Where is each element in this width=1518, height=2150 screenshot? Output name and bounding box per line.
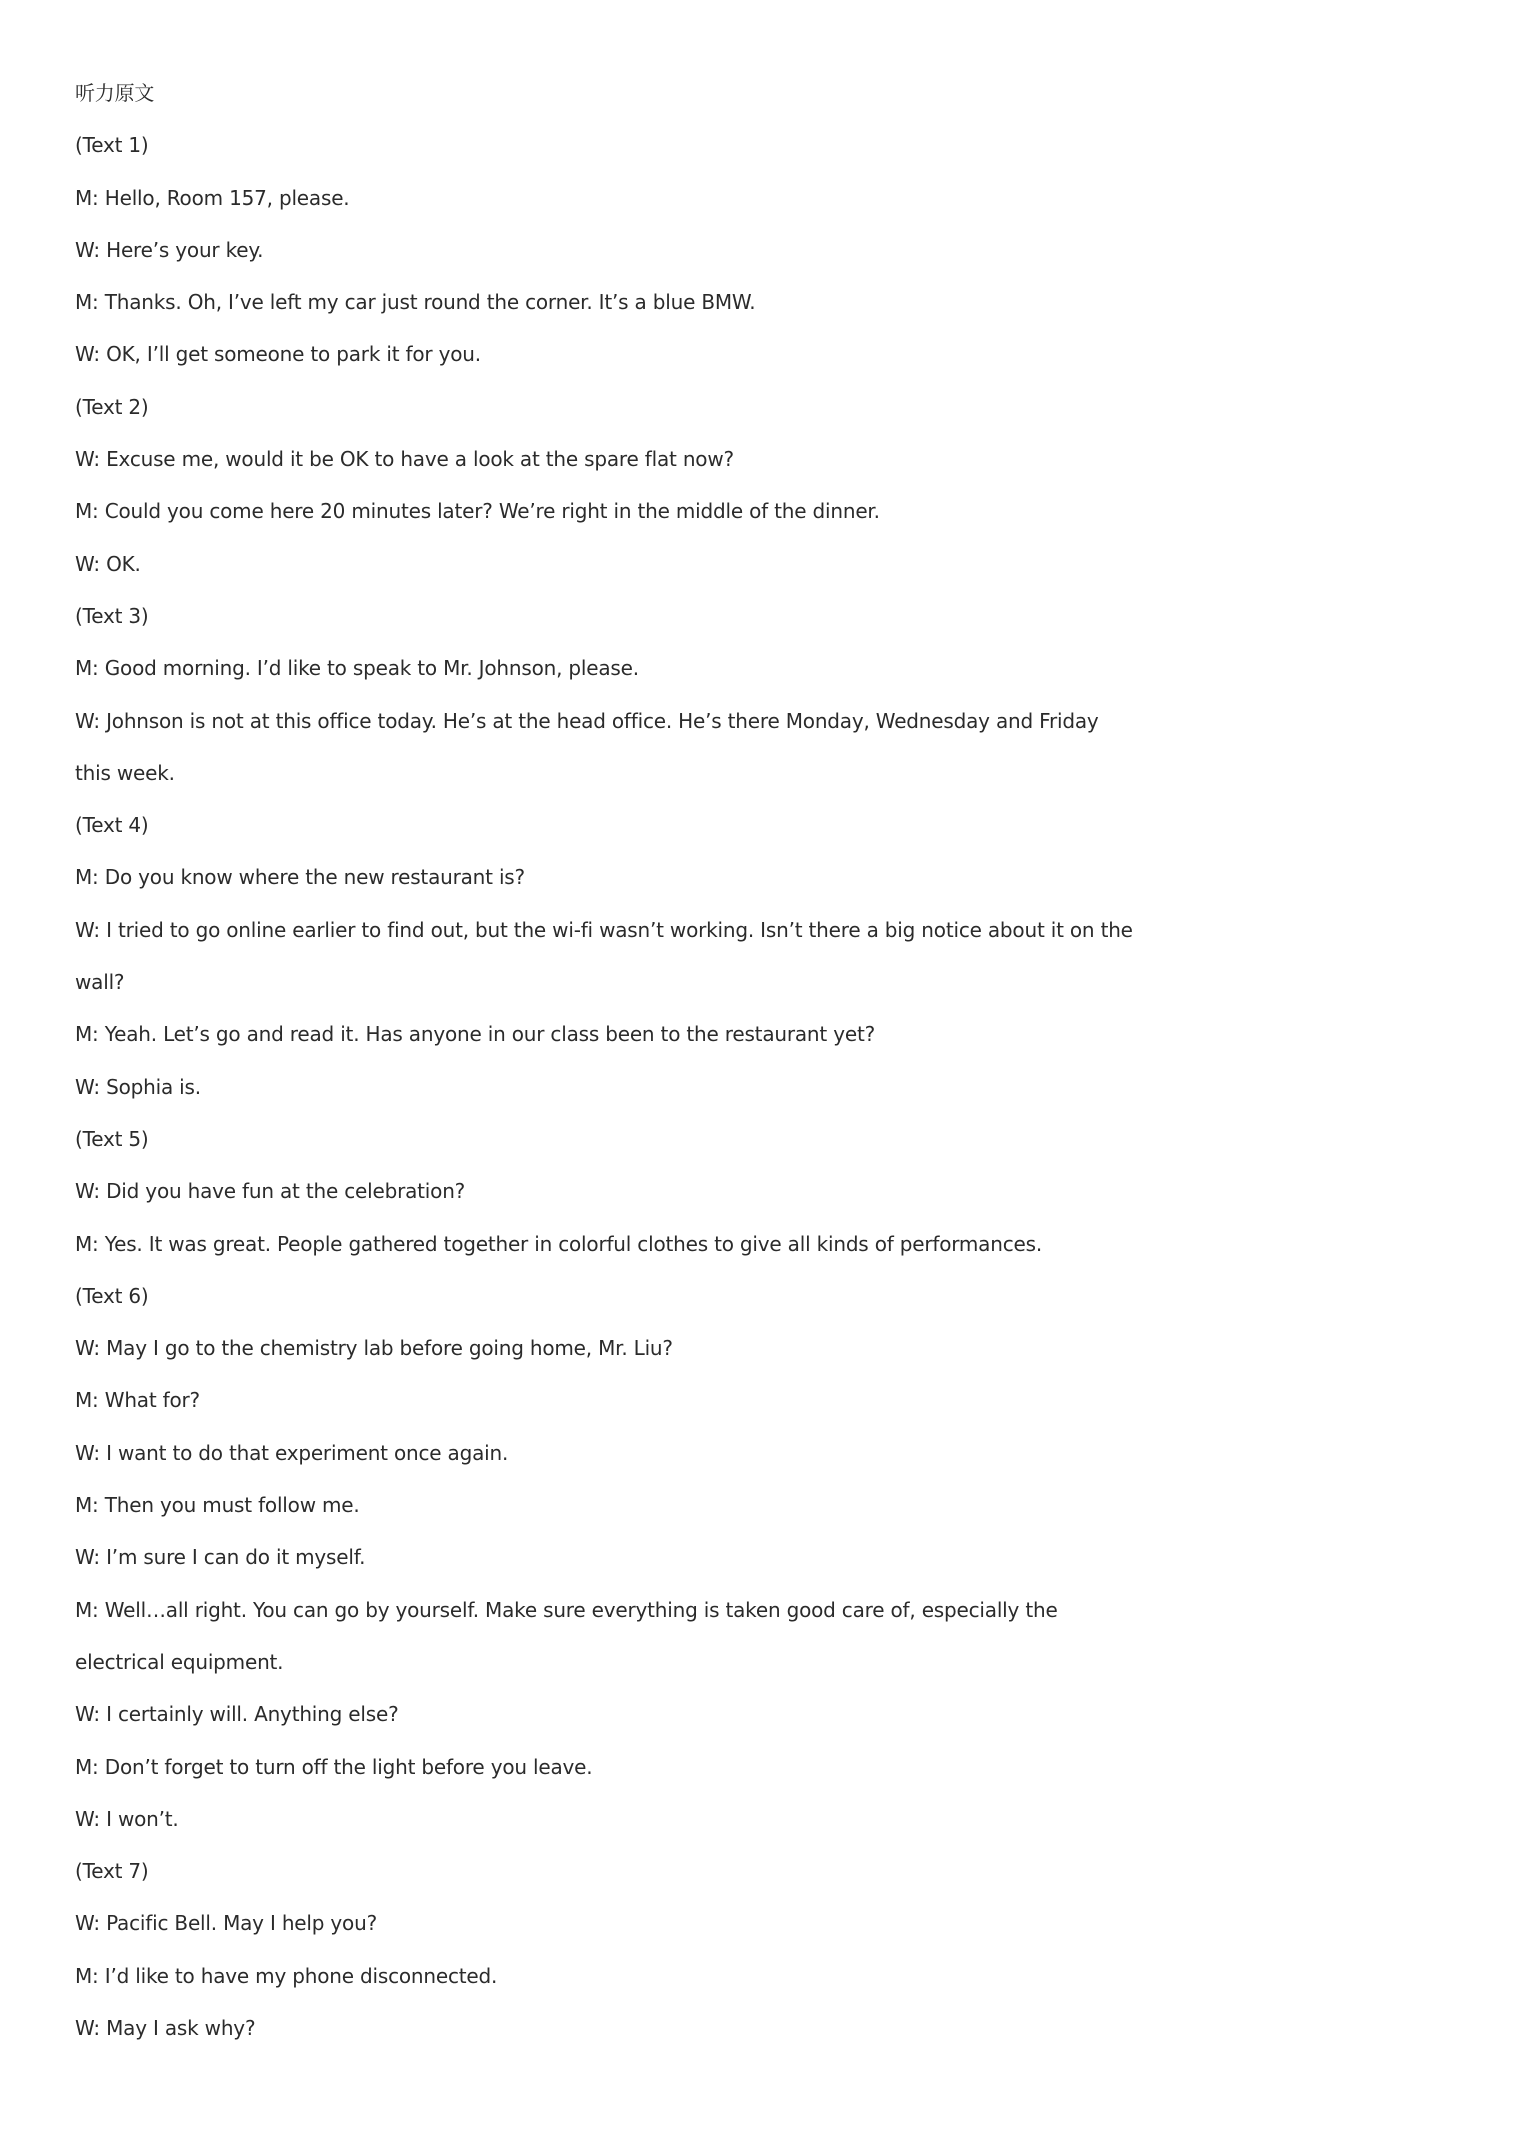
dialogue-line: W: Sophia is. (75, 1074, 201, 1099)
dialogue-line: M: Yeah. Let’s go and read it. Has anyone in our class been to the restaurant yet? (75, 1022, 876, 1047)
dialogue-line: W: Here’s your key. (75, 237, 264, 262)
dialogue-line: M: Don’t forget to turn off the light before you leave. (75, 1754, 593, 1779)
dialogue-line: M: What for? (75, 1388, 200, 1413)
document-title: 听力原文 (75, 81, 155, 105)
dialogue-line: M: Could you come here 20 minutes later? We’re right in the middle of the dinner. (75, 499, 880, 524)
dialogue-line: M: Do you know where the new restaurant is? (75, 865, 525, 890)
section-heading-text-7: (Text 7) (75, 1859, 149, 1884)
dialogue-line: W: I certainly will. Anything else? (75, 1702, 399, 1727)
dialogue-line: W: Johnson is not at this office today. He’s at the head office. He’s there Monday, Wednesday and Friday (75, 708, 1099, 733)
dialogue-line: W: OK. (75, 551, 141, 576)
dialogue-line: M: Well…all right. You can go by yourself. Make sure everything is taken good care of, especially the (75, 1597, 1058, 1622)
dialogue-line: W: May I go to the chemistry lab before going home, Mr. Liu? (75, 1336, 673, 1361)
transcript (75, 73, 1475, 2060)
dialogue-line: W: Did you have fun at the celebration? (75, 1179, 466, 1204)
dialogue-line: M: Hello, Room 157, please. (75, 185, 350, 210)
section-heading-text-4: (Text 4) (75, 813, 149, 838)
section-heading-text-2: (Text 2) (75, 394, 149, 419)
dialogue-line: M: Thanks. Oh, I’ve left my car just round the corner. It’s a blue BMW. (75, 290, 756, 315)
dialogue-line: M: I’d like to have my phone disconnected. (75, 1963, 498, 1988)
section-heading-text-3: (Text 3) (75, 603, 149, 628)
dialogue-line: M: Good morning. I’d like to speak to Mr. Johnson, please. (75, 656, 639, 681)
dialogue-line: W: I’m sure I can do it myself. (75, 1545, 366, 1570)
dialogue-line-continuation: wall? (75, 970, 125, 995)
section-heading-text-1: (Text 1) (75, 133, 149, 158)
section-heading-text-5: (Text 5) (75, 1126, 149, 1151)
dialogue-line: W: Pacific Bell. May I help you? (75, 1911, 377, 1936)
dialogue-line-continuation: electrical equipment. (75, 1649, 284, 1674)
dialogue-line: M: Yes. It was great. People gathered together in colorful clothes to give all kinds of performances. (75, 1231, 1042, 1256)
dialogue-line: W: Excuse me, would it be OK to have a look at the spare flat now? (75, 447, 734, 472)
dialogue-line: W: I won’t. (75, 1806, 179, 1831)
dialogue-line: W: OK, I’ll get someone to park it for you. (75, 342, 481, 367)
section-heading-text-6: (Text 6) (75, 1283, 149, 1308)
dialogue-line: W: May I ask why? (75, 2015, 256, 2040)
dialogue-line-continuation: this week. (75, 760, 175, 785)
dialogue-line: W: I tried to go online earlier to find out, but the wi-fi wasn’t working. Isn’t there a big notice about it on the (75, 917, 1133, 942)
dialogue-line: M: Then you must follow me. (75, 1493, 360, 1518)
dialogue-line: W: I want to do that experiment once again. (75, 1440, 509, 1465)
